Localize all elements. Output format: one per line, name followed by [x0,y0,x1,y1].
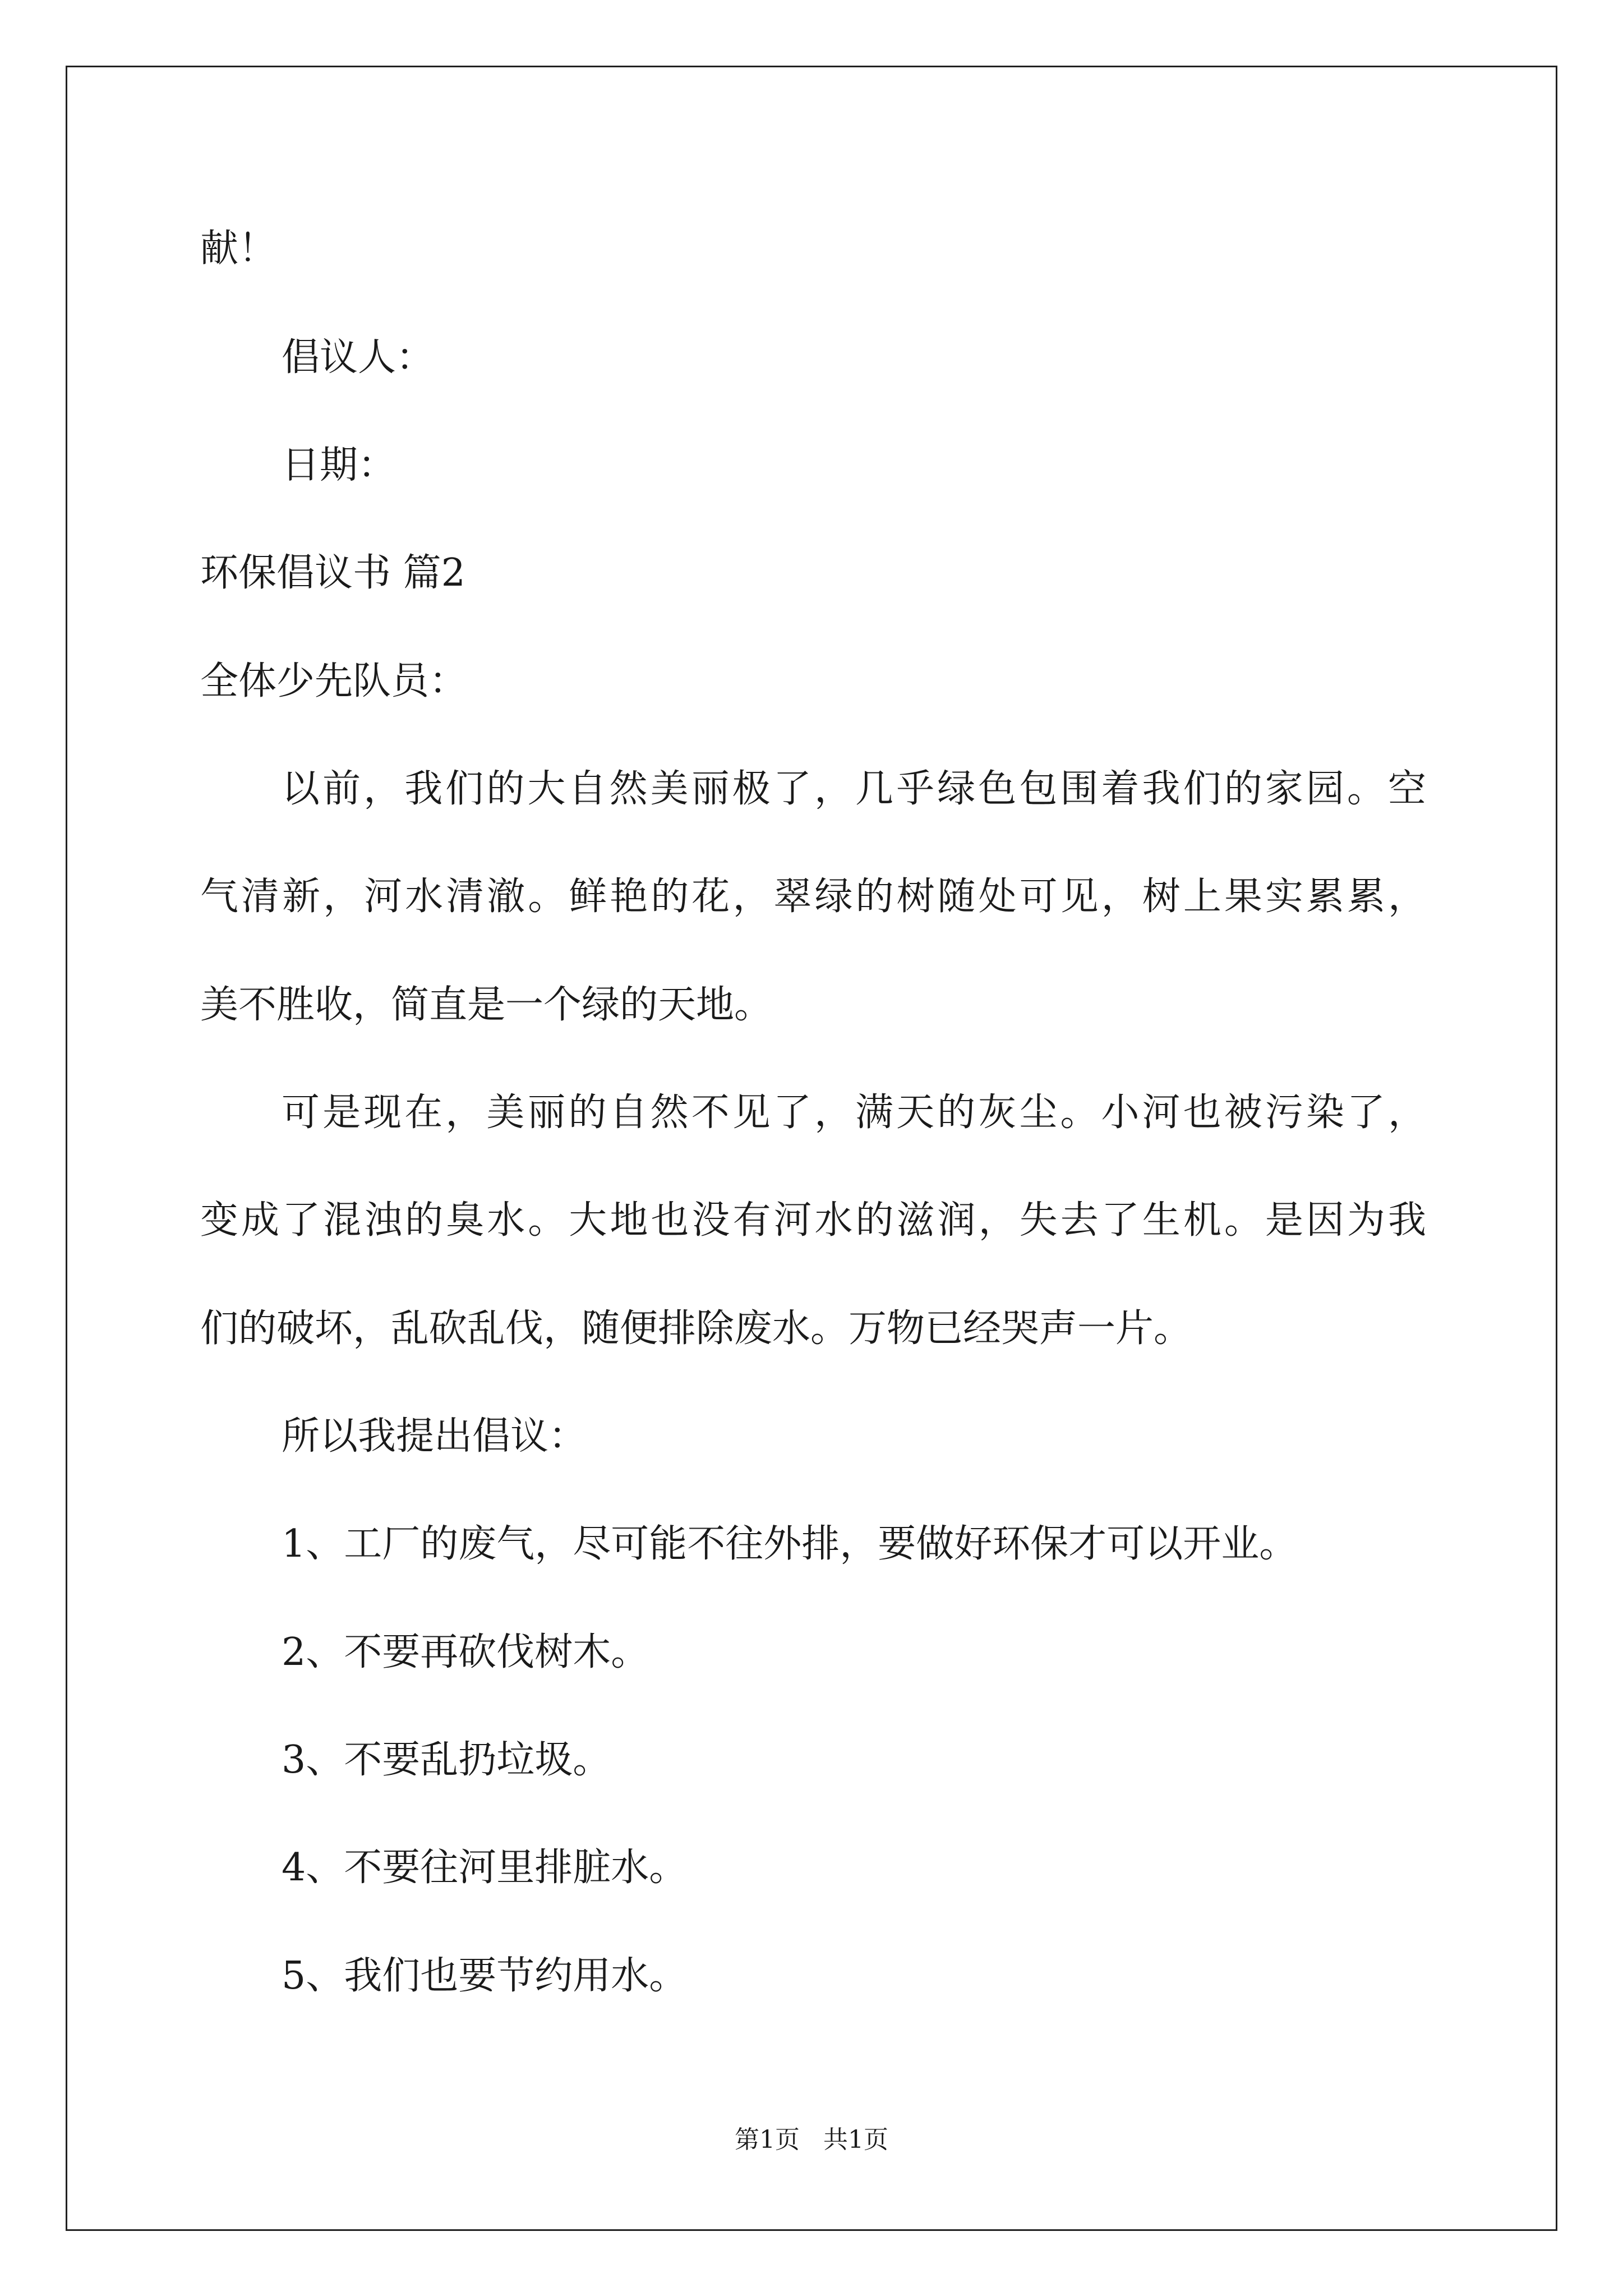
proposal-item-2: 2、不要再砍伐树木。 [282,1630,649,1674]
page-border [66,66,1557,2231]
paragraph-1-line-1: 以前，我们的大自然美丽极了，几乎绿色包围着我们的家园。空 [282,767,1426,811]
paragraph-2-line-3: 们的破坏，乱砍乱伐，随便排除废水。万物已经哭声一片。 [200,1306,1192,1351]
salutation: 全体少先队员： [200,659,468,703]
paragraph-1-line-3: 美不胜收，简直是一个绿的天地。 [200,983,773,1027]
text-line-date: 日期： [282,443,396,487]
section-heading: 环保倡议书 篇2 [200,551,465,595]
paragraph-1-line-2: 气清新，河水清澈。鲜艳的花，翠绿的树随处可见，树上果实累累， [200,875,1426,919]
proposal-item-1: 1、工厂的废气，尽可能不往外排，要做好环保才可以开业。 [282,1522,1298,1566]
proposal-item-3: 3、不要乱扔垃圾。 [282,1738,611,1782]
paragraph-2-line-2: 变成了混浊的臭水。大地也没有河水的滋润，失去了生机。是因为我 [200,1198,1426,1243]
text-line-proposer: 倡议人： [282,335,435,380]
proposal-item-4: 4、不要往河里排脏水。 [282,1846,688,1890]
text-line-closing: 献！ [200,227,277,271]
proposal-item-5: 5、我们也要节约用水。 [282,1954,688,1998]
proposal-intro: 所以我提出倡议： [282,1414,587,1458]
page-footer: 第1页 共1页 [735,2125,888,2154]
paragraph-2-line-1: 可是现在，美丽的自然不见了，满天的灰尘。小河也被污染了， [282,1091,1426,1135]
